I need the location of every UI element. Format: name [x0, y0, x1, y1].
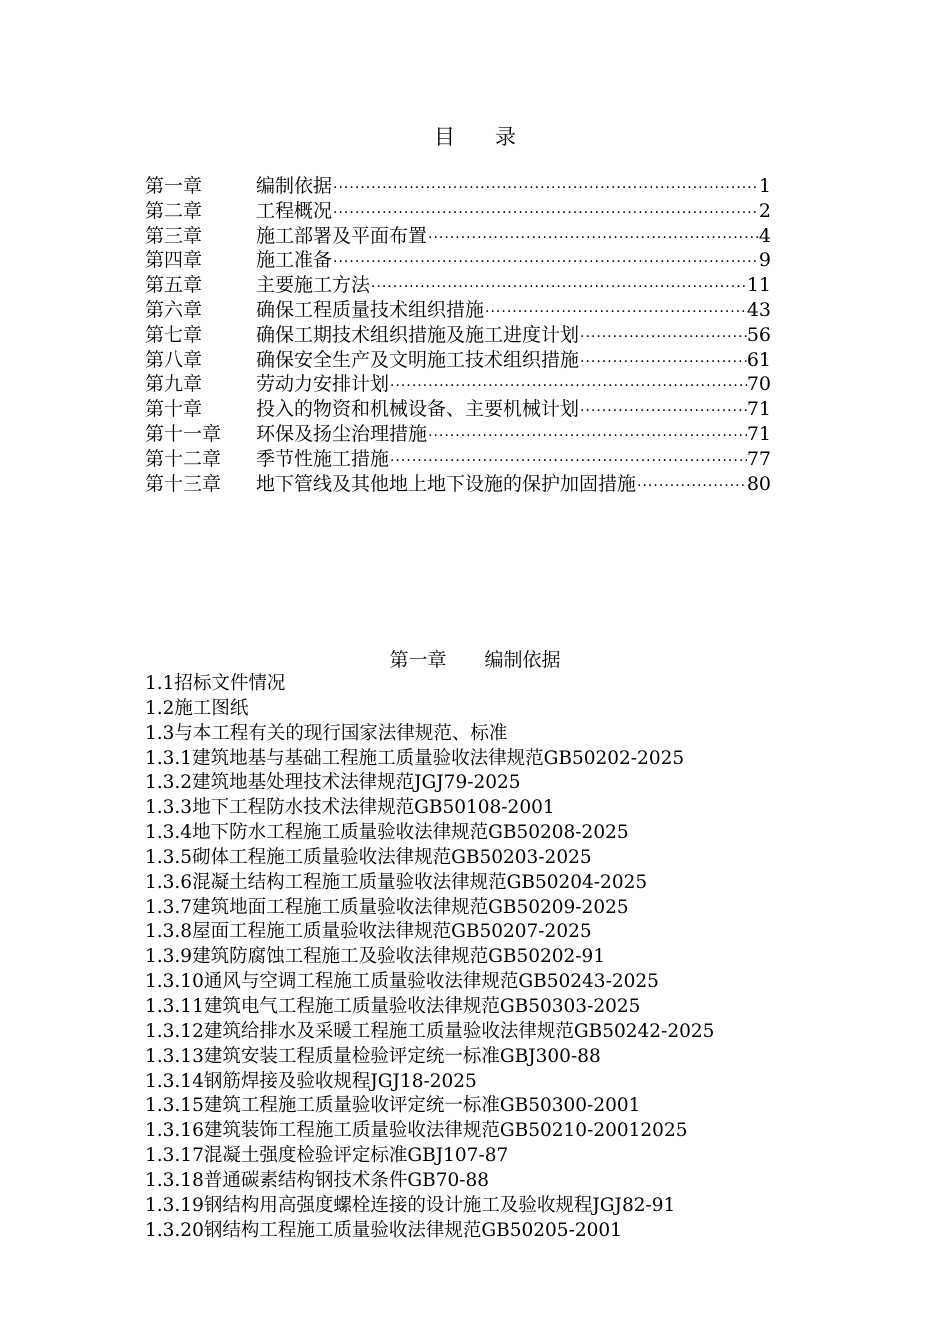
- list-item: 1.3与本工程有关的现行国家法律规范、标准: [145, 722, 508, 744]
- list-item: 1.3.16建筑装饰工程施工质量验收法律规范GB50210-20012025: [145, 1120, 688, 1142]
- list-item: 1.3.20钢结构工程施工质量验收法律规范GB50205-2001: [145, 1219, 622, 1241]
- list-item: 1.3.14钢筋焊接及验收规程JGJ18-2025: [145, 1070, 477, 1092]
- toc-page-number: 2: [758, 199, 771, 222]
- toc-title: 目录: [434, 125, 556, 149]
- toc-chapter-label: 第三章: [145, 224, 203, 247]
- list-item: 1.3.8屋面工程施工质量验收法律规范GB50207-2025: [145, 921, 592, 943]
- toc-chapter-label: 第七章: [145, 323, 203, 346]
- toc-chapter-name: 地下管线及其他地上地下设施的保护加固措施: [256, 472, 637, 495]
- list-item: 1.3.7建筑地面工程施工质量验收法律规范GB50209-2025: [145, 896, 629, 918]
- list-item: 1.3.9建筑防腐蚀工程施工及验收法律规范GB50202-91: [145, 946, 606, 968]
- list-item: 1.3.5砌体工程施工质量验收法律规范GB50203-2025: [145, 846, 592, 868]
- list-item: 1.2施工图纸: [145, 697, 249, 719]
- chapter-heading-title: 编制依据: [484, 649, 561, 671]
- toc-entry: [145, 224, 771, 249]
- list-item: 1.3.2建筑地基处理技术法律规范JGJ79-2025: [145, 772, 521, 794]
- toc-chapter-name: 环保及扬尘治理措施: [256, 422, 428, 445]
- toc-page-number: 71: [746, 398, 771, 421]
- toc-entry: [145, 248, 771, 273]
- toc-dot-leader: [427, 226, 759, 251]
- list-item: 1.3.15建筑工程施工质量验收评定统一标准GB50300-2001: [145, 1095, 641, 1117]
- toc-dot-leader: [389, 374, 747, 399]
- toc-dot-leader: [332, 201, 759, 226]
- list-item: 1.1招标文件情况: [145, 673, 286, 694]
- toc-page-number: 4: [758, 224, 771, 247]
- list-item: 1.3.3地下工程防水技术法律规范GB50108-2001: [145, 797, 555, 819]
- toc-page-number: 1: [758, 175, 771, 197]
- chapter-heading-label: 第一章: [389, 649, 447, 671]
- toc-chapter-label: 第八章: [145, 348, 203, 371]
- toc-chapter-name: 确保工期技术组织措施及施工进度计划: [256, 323, 580, 346]
- toc-chapter-name: 施工部署及平面布置: [256, 224, 428, 247]
- toc-chapter-name: 工程概况: [256, 199, 333, 222]
- toc-page-number: 70: [746, 373, 771, 396]
- toc-dot-leader: [579, 325, 747, 350]
- toc-chapter-name: 季节性施工措施: [256, 447, 390, 470]
- toc-page-number: 77: [746, 447, 771, 470]
- list-item: 1.3.19钢结构用高强度螺栓连接的设计施工及验收规程JGJ82-91: [145, 1194, 676, 1216]
- toc-chapter-name: 主要施工方法: [256, 274, 371, 297]
- toc-entry: [145, 422, 771, 447]
- list-item: 1.3.4地下防水工程施工质量验收法律规范GB50208-2025: [145, 822, 629, 844]
- list-item: 1.3.10通风与空调工程施工质量验收法律规范GB50243-2025: [145, 971, 659, 993]
- toc-chapter-label: 第六章: [145, 298, 203, 321]
- toc-dot-leader: [579, 399, 747, 424]
- toc-dot-leader: [370, 275, 747, 300]
- toc-chapter-label: 第十三章: [145, 472, 222, 495]
- toc-dot-leader: [484, 300, 747, 325]
- compilation-basis-list: [145, 672, 845, 1243]
- toc-page-number: 43: [746, 298, 771, 321]
- toc-dot-leader: [332, 176, 759, 201]
- toc-page-number: 61: [746, 348, 771, 371]
- toc-chapter-label: 第十二章: [145, 447, 222, 470]
- toc-chapter-name: 编制依据: [256, 175, 333, 197]
- toc-page-number: 11: [746, 274, 771, 297]
- toc-chapter-name: 投入的物资和机械设备、主要机械计划: [256, 398, 580, 421]
- toc-dot-leader: [427, 424, 747, 449]
- list-item: 1.3.17混凝土强度检验评定标准GBJ107-87: [145, 1145, 509, 1167]
- toc-chapter-label: 第四章: [145, 249, 203, 272]
- toc-chapter-name: 确保安全生产及文明施工技术组织措施: [256, 348, 580, 371]
- toc-chapter-label: 第十一章: [145, 422, 222, 445]
- toc-entry: [145, 348, 771, 373]
- toc-entry: [145, 298, 771, 323]
- toc-page-number: 80: [746, 472, 771, 495]
- list-item: 1.3.18普通碳素结构钢技术条件GB70-88: [145, 1169, 490, 1191]
- toc-chapter-label: 第二章: [145, 199, 203, 222]
- toc-entry: [145, 397, 771, 422]
- list-item: 1.3.1建筑地基与基础工程施工质量验收法律规范GB50202-2025: [145, 747, 685, 769]
- toc-entry: [145, 323, 771, 348]
- list-item: 1.3.11建筑电气工程施工质量验收法律规范GB50303-2025: [145, 995, 641, 1017]
- table-of-contents: [145, 174, 771, 496]
- toc-dot-leader: [332, 250, 759, 275]
- toc-chapter-name: 确保工程质量技术组织措施: [256, 298, 485, 321]
- toc-entry: [145, 372, 771, 397]
- list-item: 1.3.12建筑给排水及采暖工程施工质量验收法律规范GB50242-2025: [145, 1020, 715, 1042]
- chapter-heading: [0, 646, 950, 674]
- toc-chapter-label: 第九章: [145, 373, 203, 396]
- toc-chapter-label: 第五章: [145, 274, 203, 297]
- toc-chapter-label: 第十章: [145, 398, 203, 421]
- list-item: 1.3.6混凝土结构工程施工质量验收法律规范GB50204-2025: [145, 871, 648, 893]
- toc-entry: [145, 174, 771, 199]
- list-item: 1.3.13建筑安装工程质量检验评定统一标准GBJ300-88: [145, 1045, 601, 1067]
- toc-entry: [145, 199, 771, 224]
- toc-page-number: 71: [746, 422, 771, 445]
- toc-page-number: 9: [758, 249, 771, 272]
- toc-entry: [145, 472, 771, 497]
- toc-dot-leader: [389, 449, 747, 474]
- toc-entry: [145, 273, 771, 298]
- toc-chapter-name: 劳动力安排计划: [256, 373, 390, 396]
- toc-dot-leader: [636, 474, 747, 499]
- toc-dot-leader: [579, 350, 747, 375]
- toc-chapter-label: 第一章: [145, 175, 203, 197]
- toc-page-number: 56: [746, 323, 771, 346]
- toc-entry: [145, 447, 771, 472]
- toc-chapter-name: 施工准备: [256, 249, 333, 272]
